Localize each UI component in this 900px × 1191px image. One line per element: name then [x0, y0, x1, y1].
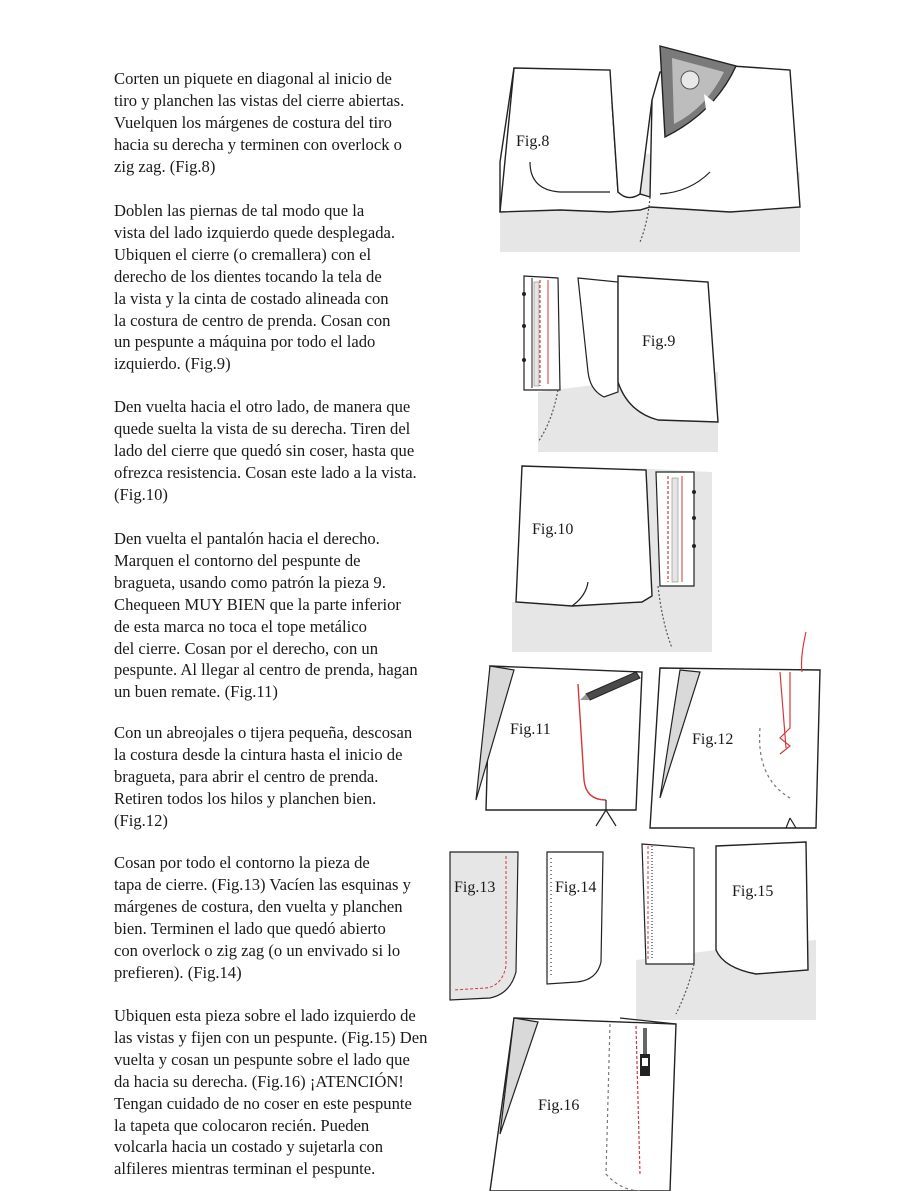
fig14-label: Fig.14: [555, 879, 597, 896]
fig13-label: Fig.13: [454, 879, 496, 896]
paragraph-fig10: Den vuelta hacia el otro lado, de manera que quede suelta la vista de su derecha. Tiren del lado del cierre que quedó sin coser, hasta que ofrezca resistencia. Cosan este lado a la vista. (Fig.10): [114, 397, 417, 504]
figure-9: [518, 272, 718, 452]
fig11-label: Fig.11: [510, 721, 551, 738]
paragraph-fig11: Den vuelta el pantalón hacia el derecho. Marquen el contorno del pespunte de bragueta, usando como patrón la pieza 9. Chequeen MUY BIEN que la parte inferior de esta marca no toca el tope metálico del cierre. Cosan por el derecho, con un pespunte. Al llegar al centro de prenda, hagan un buen remate. (Fig.11): [114, 529, 418, 702]
zipper-teeth: [534, 282, 539, 386]
fig16-label: Fig.16: [538, 1097, 580, 1114]
figure-16: [490, 1014, 690, 1191]
paragraph-fig12: Con un abreojales o tijera pequeña, descosan la costura desde la cintura hasta el inicio de bragueta, para abrir el centro de prenda. Retiren todos los hilos y planchen bien. (Fig.12): [114, 723, 413, 830]
fig15-label: Fig.15: [732, 883, 774, 900]
figure-12: [640, 628, 830, 838]
paragraph-fig9: Doblen las piernas de tal modo que la vista del lado izquierdo quede desplegada. Ubiquen el cierre (o cremallera) con el derecho de los dientes tocando la tela de la vista y la cinta de costado alineada con la costura de centro de prenda. Cosan con un pespunte a máquina por todo el lado izquierdo. (Fig.9): [114, 201, 396, 374]
figure-10: [512, 462, 712, 652]
figure-15: [636, 840, 816, 1020]
paragraph-fig13-14: Cosan por todo el contorno la pieza de tapa de cierre. (Fig.13) Vacíen las esquinas y márgenes de costura, den vuelta y planchen bien. Terminen el lado que quedó abierto con overlock o zig zag (o un envivado si lo prefieren). (Fig.14): [114, 853, 411, 982]
fig9-label: Fig.9: [642, 333, 676, 350]
figure-11: [466, 660, 656, 830]
figure-8: [500, 42, 800, 252]
figure-14: [547, 852, 607, 987]
fig12-label: Fig.12: [692, 731, 734, 748]
paragraph-fig8: Corten un piquete en diagonal al inicio de tiro y planchen las vistas del cierre abiertas. Vuelquen los márgenes de costura del tiro hacia su derecha y terminen con overlock o zig zag. (Fig.8): [114, 69, 405, 176]
paragraph-fig15-16: Ubiquen esta pieza sobre el lado izquierdo de las vistas y fijen con un pespunte. (Fig.15) Den vuelta y cosan un pespunte sobre el lado que da hacia su derecha. (Fig.16) ¡ATENCIÓN! Tengan cuidado de no coser en este pespunte la tapeta que colocaron recién. Pueden volcarla hacia un costado y sujetarla con alfileres mientras terminan el pespunte.: [114, 1006, 428, 1179]
fig8-label: Fig.8: [516, 133, 550, 150]
figure-13: [450, 852, 520, 1002]
fig10-label: Fig.10: [532, 521, 574, 538]
